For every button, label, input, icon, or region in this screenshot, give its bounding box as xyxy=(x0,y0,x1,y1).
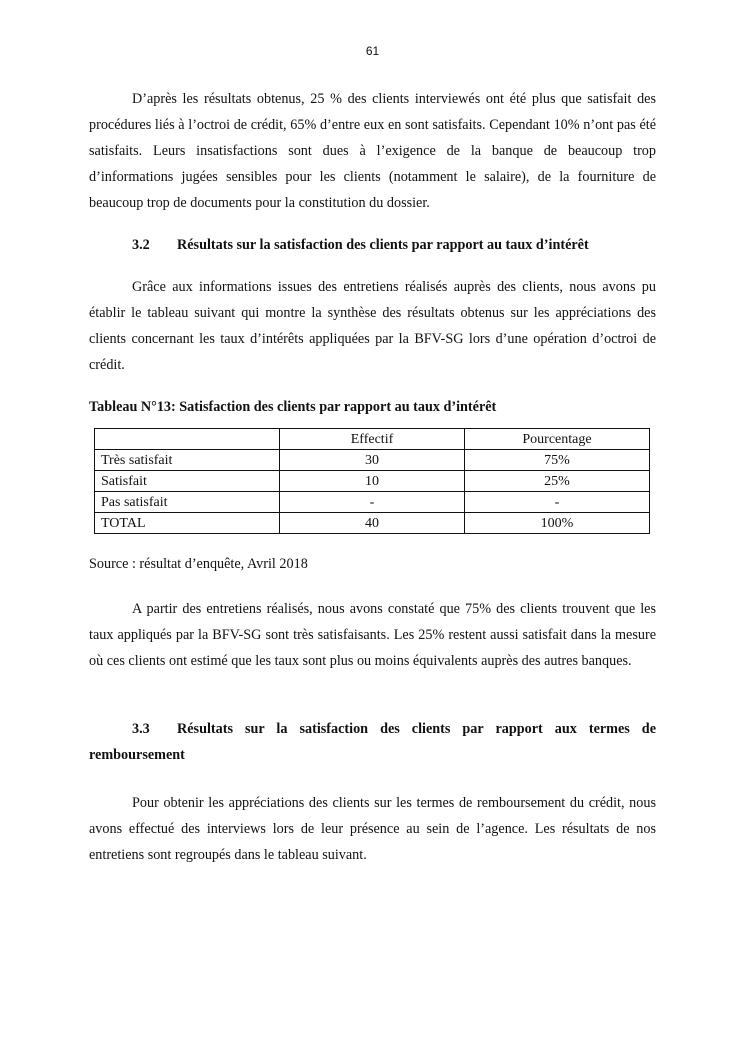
table-row xyxy=(95,492,650,513)
table-header-cell: Effectif xyxy=(280,429,465,450)
paragraph-interest-rate-analysis: A partir des entretiens réalisés, nous avons constaté que 75% des clients trouvent que les taux appliqués par la BFV-SG sont très satisfaisants. Les 25% restent aussi satisfait dans la mesure où ces clients ont estimé que les taux sont plus ou moins équivalents auprès des autres banques. xyxy=(89,601,656,669)
page-number: 61 xyxy=(365,44,380,58)
section-number: 3.3 xyxy=(132,721,150,737)
section-number: 3.2 xyxy=(132,237,150,253)
paragraph-interest-rate-intro: Grâce aux informations issues des entretiens réalisés auprès des clients, nous avons pu établir le tableau suivant qui montre la synthèse des résultats obtenus sur les appréciations des clients concernant les taux d’intérêts appliquées par la BFV-SG lors d’une opération d’octroi de crédit. xyxy=(89,279,656,373)
table-header-row xyxy=(95,429,650,450)
table-cell: TOTAL xyxy=(95,513,280,534)
paragraph-repayment-terms: Pour obtenir les appréciations des clients sur les termes de remboursement du crédit, nous avons effectué des interviews lors de leur présence au sein de l’agence. Les résultats de nos entretiens sont regroupés dans le tableau suivant. xyxy=(89,795,656,863)
table-row xyxy=(95,513,650,534)
table-header-cell xyxy=(95,429,280,450)
table-cell: 75% xyxy=(465,450,650,471)
table-cell: Satisfait xyxy=(95,471,280,492)
table-row xyxy=(95,450,650,471)
table-cell: Pas satisfait xyxy=(95,492,280,513)
table-cell: Très satisfait xyxy=(95,450,280,471)
table-header-cell: Pourcentage xyxy=(465,429,650,450)
table-cell: 10 xyxy=(280,471,465,492)
section-title: Résultats sur la satisfaction des clients par rapport aux termes de remboursement xyxy=(89,721,656,763)
section-title: Résultats sur la satisfaction des clients par rapport au taux d’intérêt xyxy=(177,237,589,253)
table-cell: - xyxy=(465,492,650,513)
section-heading-3-2 xyxy=(89,232,656,258)
paragraph-procedures-satisfaction: D’après les résultats obtenus, 25 % des clients interviewés ont été plus que satisfait des procédures liés à l’octroi de crédit, 65% d’entre eux en sont satisfaits. Cependant 10% n’ont pas été satisfaits. Leurs insatisfactions sont dues à l’exigence de la banque de beaucoup trop d’informations jugées sensibles pour les clients (notamment le salaire), de la fourniture de beaucoup trop de documents pour la constitution du dossier. xyxy=(89,91,656,211)
section-heading-3-3 xyxy=(89,716,656,768)
table-cell: 40 xyxy=(280,513,465,534)
table-row xyxy=(95,471,650,492)
table-cell: - xyxy=(280,492,465,513)
table-cell: 100% xyxy=(465,513,650,534)
table-source: Source : résultat d’enquête, Avril 2018 xyxy=(89,556,308,572)
table-caption: Tableau N°13: Satisfaction des clients par rapport au taux d’intérêt xyxy=(89,399,497,415)
table-cell: 25% xyxy=(465,471,650,492)
table-cell: 30 xyxy=(280,450,465,471)
satisfaction-table xyxy=(94,428,650,534)
